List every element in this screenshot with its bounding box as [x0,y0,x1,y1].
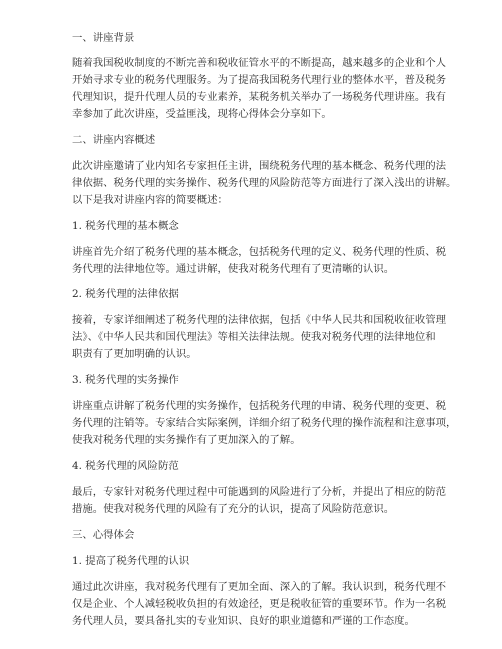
subheading-3: 3. 税务代理的实务操作 [72,374,179,386]
paragraph-line: 幸参加了此次讲座，受益匪浅，现将心得体会分享如下。 [72,108,332,120]
paragraph-line: 仅是企业、个人减轻税收负担的有效途径，更是税收征管的重要环节。作为一名税 [72,598,447,610]
paragraph-line: 开始寻求专业的税务代理服务。为了提高我国税务代理行业的整体水平，普及税务 [72,74,447,86]
paragraph-line: 使我对税务代理的实务操作有了更加深入的了解。 [72,434,301,446]
subheading-1: 1. 税务代理的基本概念 [72,220,179,232]
section-heading-overview: 二、讲座内容概述 [72,134,156,146]
paragraph-line: 务代理的注销等。专家结合实际案例，详细介绍了税务代理的操作流程和注意事项， [72,417,457,429]
paragraph-line: 此次讲座邀请了业内知名专家担任主讲，围绕税务代理的基本概念、税务代理的法 [72,160,447,172]
section-heading-background: 一、讲座背景 [72,32,135,44]
paragraph-line: 务代理人员，要具备扎实的专业知识、良好的职业道德和严谨的工作态度。 [72,615,415,627]
subheading-reflection-1: 1. 提高了税务代理的认识 [72,555,190,567]
subheading-4: 4. 税务代理的风险防范 [72,460,179,472]
paragraph-line: 律依据、税务代理的实务操作、税务代理的风险防范等方面进行了深入浅出的讲解。 [72,177,457,189]
paragraph-line: 措施。使我对税务代理的风险有了充分的认识，提高了风险防范意识。 [72,503,395,515]
paragraph-line: 讲座重点讲解了税务代理的实务操作，包括税务代理的申请、税务代理的变更、税 [72,400,447,412]
paragraph-line: 讲座首先介绍了税务代理的基本概念，包括税务代理的定义、税务代理的性质、税 [72,246,447,258]
paragraph-line: 通过此次讲座，我对税务代理有了更加全面、深入的了解。我认识到，税务代理不 [72,581,447,593]
paragraph-line: 职责有了更加明确的认识。 [72,348,197,360]
paragraph-line: 务代理的法律地位等。通过讲解，使我对税务代理有了更清晰的认识。 [72,263,395,275]
paragraph-line: 接着，专家详细阐述了税务代理的法律依据，包括《中华人民共和国税收征收管理 [72,314,447,326]
paragraph-line: 法》、《中华人民共和国代理法》等相关法律法规。使我对税务代理的法律地位和 [72,331,436,343]
paragraph-line: 以下是我对讲座内容的简要概述： [72,194,228,206]
paragraph-line: 代理知识，提升代理人员的专业素养，某税务机关举办了一场税务代理讲座。我有 [72,91,447,103]
paragraph-line: 随着我国税收制度的不断完善和税收征管水平的不断提高，越来越多的企业和个人 [72,57,447,69]
section-heading-reflections: 三、心得体会 [72,529,135,541]
subheading-2: 2. 税务代理的法律依据 [72,288,179,300]
paragraph-line: 最后，专家针对税务代理过程中可能遇到的风险进行了分析，并提出了相应的防范 [72,486,447,498]
